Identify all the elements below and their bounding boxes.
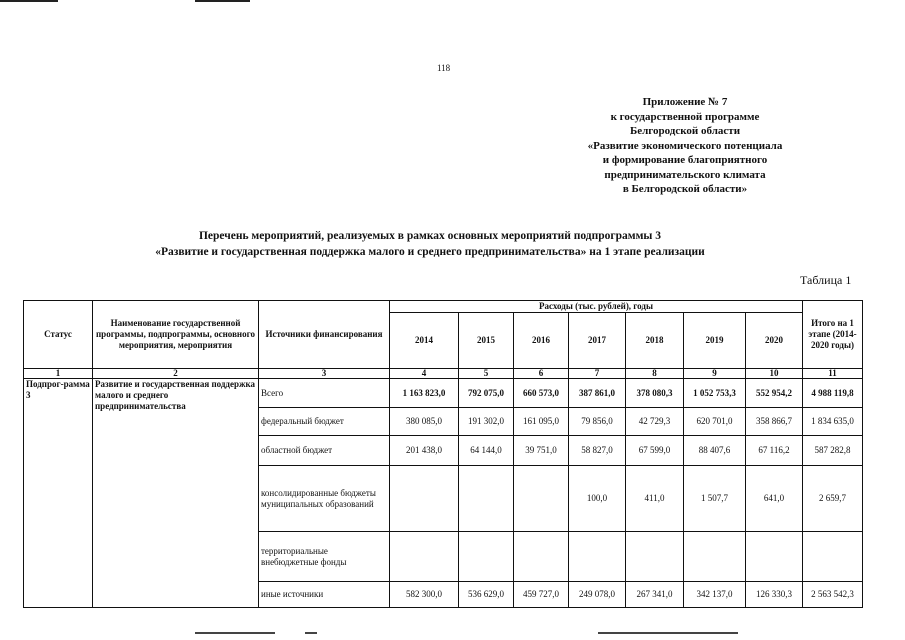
column-number: 9 (684, 369, 746, 379)
value-cell: 191 302,0 (459, 408, 514, 436)
total-cell: 1 834 635,0 (803, 408, 863, 436)
column-number: 10 (746, 369, 803, 379)
column-number: 1 (24, 369, 93, 379)
value-cell: 358 866,7 (746, 408, 803, 436)
name-cell: Развитие и государственная поддержка малого и среднего предпринимательства (93, 379, 259, 608)
value-cell: 1 163 823,0 (390, 379, 459, 408)
value-cell: 582 300,0 (390, 582, 459, 608)
value-cell: 660 573,0 (514, 379, 569, 408)
title-line: «Развитие и государственная поддержка малого и среднего предпринимательства» на 1 этапе реализации (155, 246, 705, 258)
header-sources: Источники финансирования (259, 301, 390, 369)
value-cell (684, 532, 746, 582)
header-year: 2014 (390, 313, 459, 369)
value-cell (390, 466, 459, 532)
scan-edge-mark (305, 632, 317, 634)
value-cell: 620 701,0 (684, 408, 746, 436)
value-cell: 58 827,0 (569, 436, 626, 466)
table-caption: Таблица 1 (800, 273, 852, 287)
column-number: 5 (459, 369, 514, 379)
header-name: Наименование государственной программы, подпрограммы, основного мероприятия, мероприятия (93, 301, 259, 369)
total-cell: 2 659,7 (803, 466, 863, 532)
column-number: 2 (93, 369, 259, 379)
source-cell: Всего (259, 379, 390, 408)
appendix-line: предпринимательского климата (604, 168, 766, 181)
value-cell: 42 729,3 (626, 408, 684, 436)
value-cell: 249 078,0 (569, 582, 626, 608)
value-cell: 67 116,2 (746, 436, 803, 466)
value-cell: 126 330,3 (746, 582, 803, 608)
header-year: 2016 (514, 313, 569, 369)
value-cell (390, 532, 459, 582)
value-cell: 1 507,7 (684, 466, 746, 532)
total-cell (803, 532, 863, 582)
value-cell: 387 861,0 (569, 379, 626, 408)
value-cell (514, 466, 569, 532)
value-cell: 792 075,0 (459, 379, 514, 408)
source-cell: областной бюджет (259, 436, 390, 466)
column-number: 6 (514, 369, 569, 379)
source-cell: федеральный бюджет (259, 408, 390, 436)
value-cell: 380 085,0 (390, 408, 459, 436)
header-year: 2015 (459, 313, 514, 369)
source-cell: консолидированные бюджеты муниципальных образований (259, 466, 390, 532)
value-cell (569, 532, 626, 582)
header-total: Итого на 1 этапе (2014-2020 годы) (803, 301, 863, 369)
source-cell: территориальные внебюджетные фонды (259, 532, 390, 582)
value-cell: 161 095,0 (514, 408, 569, 436)
value-cell (626, 532, 684, 582)
value-cell: 459 727,0 (514, 582, 569, 608)
header-status: Статус (24, 301, 93, 369)
appendix-line: «Развитие экономического потенциала (587, 139, 783, 152)
header-year: 2020 (746, 313, 803, 369)
appendix-line: и формирование благоприятного (602, 154, 768, 166)
title-line: Перечень мероприятий, реализуемых в рамках основных мероприятий подпрограммы 3 (198, 230, 662, 242)
column-number: 4 (390, 369, 459, 379)
column-number: 11 (803, 369, 863, 379)
appendix-block (560, 95, 810, 197)
value-cell: 64 144,0 (459, 436, 514, 466)
value-cell: 88 407,6 (684, 436, 746, 466)
total-cell: 2 563 542,3 (803, 582, 863, 608)
column-number: 3 (259, 369, 390, 379)
value-cell: 536 629,0 (459, 582, 514, 608)
value-cell (514, 532, 569, 582)
value-cell: 201 438,0 (390, 436, 459, 466)
header-year: 2017 (569, 313, 626, 369)
header-expenses: Расходы (тыс. рублей), годы (390, 301, 803, 313)
scan-edge-mark (0, 0, 58, 2)
total-cell: 587 282,8 (803, 436, 863, 466)
appendix-line: Белгородской области (629, 125, 741, 137)
value-cell: 411,0 (626, 466, 684, 532)
scan-edge-mark (598, 632, 738, 634)
value-cell: 100,0 (569, 466, 626, 532)
scan-edge-mark (195, 632, 275, 634)
value-cell: 378 080,3 (626, 379, 684, 408)
table-row (24, 379, 863, 408)
source-cell: иные источники (259, 582, 390, 608)
value-cell: 39 751,0 (514, 436, 569, 466)
expenses-table (23, 300, 863, 608)
header-year: 2019 (684, 313, 746, 369)
value-cell: 67 599,0 (626, 436, 684, 466)
header-year: 2018 (626, 313, 684, 369)
value-cell (746, 532, 803, 582)
document-title (100, 228, 760, 260)
appendix-line: в Белгородской области» (622, 183, 748, 195)
value-cell: 1 052 753,3 (684, 379, 746, 408)
value-cell: 267 341,0 (626, 582, 684, 608)
column-number: 7 (569, 369, 626, 379)
value-cell: 641,0 (746, 466, 803, 532)
value-cell (459, 532, 514, 582)
page-number: 118 (437, 63, 451, 73)
appendix-line: к государственной программе (610, 110, 760, 123)
status-cell: Подпрог-рамма 3 (24, 379, 93, 608)
value-cell (459, 466, 514, 532)
total-cell: 4 988 119,8 (803, 379, 863, 408)
scan-edge-mark (195, 0, 250, 2)
value-cell: 79 856,0 (569, 408, 626, 436)
value-cell: 552 954,2 (746, 379, 803, 408)
column-number: 8 (626, 369, 684, 379)
value-cell: 342 137,0 (684, 582, 746, 608)
appendix-line: Приложение № 7 (642, 96, 728, 108)
